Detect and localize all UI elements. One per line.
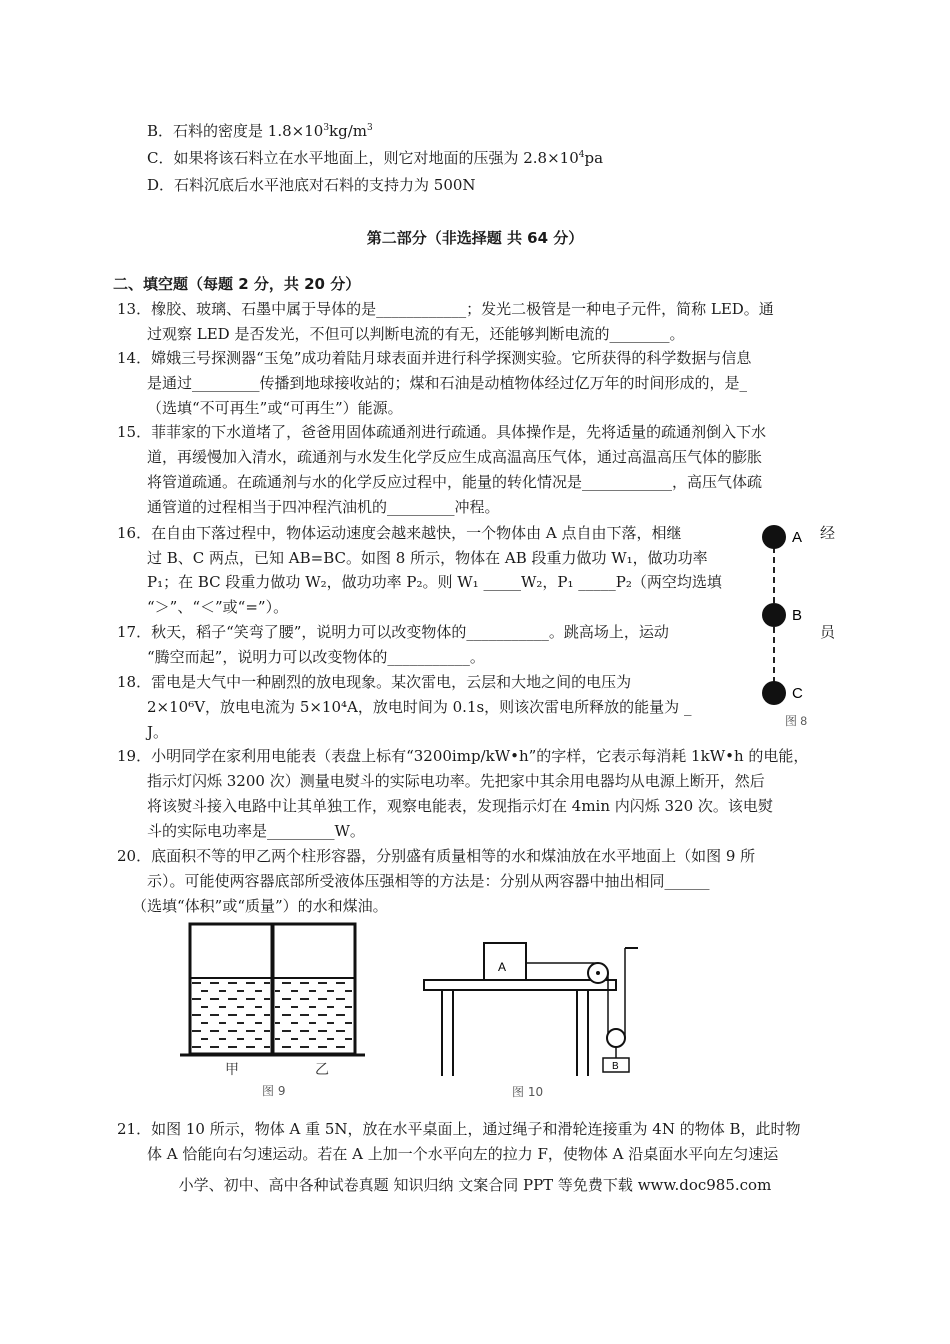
q16-line-2: 过 B、C 两点，已知 AB=BC。如图 8 所示，物体在 AB 段重力做功 W₁，做功功率 <box>147 549 708 567</box>
q15-line-3: 将管道疏通。在疏通剂与水的化学反应过程中，能量的转化情况是____________，高压气体疏 <box>147 473 763 491</box>
page-footer: 小学、初中、高中各种试卷真题 知识归纳 文案合同 PPT 等免费下载 www.doc985.com <box>178 1176 772 1194</box>
option-b: B．石料的密度是 $1.8\times 10^3kg/m^3$ <box>147 122 373 140</box>
q18-line-2: 2×10⁶V，放电电流为 5×10⁴A，放电时间为 0.1s，则该次雷电所释放的能量为 _ <box>147 698 692 716</box>
figure-8 <box>750 515 840 735</box>
q20-line-1: 20．底面积不等的甲乙两个柱形容器，分别盛有质量相等的水和煤油放在水平地面上（如图 9 所 <box>117 847 756 865</box>
q18-line-1: 18．雷电是大气中一种剧烈的放电现象。某次雷电，云层和大地之间的电压为 <box>117 673 632 691</box>
q14-line-2: 是通过_________传播到地球接收站的；煤和石油是动植物体经过亿万年的时间形成的，是_ <box>147 374 748 392</box>
fig9-right-label: 乙 <box>315 1062 329 1078</box>
fig9-caption: 图 9 <box>262 1084 286 1098</box>
point-a-dot <box>762 525 786 549</box>
section2-title: 二、填空题（每题 2 分，共 20 分） <box>113 275 361 293</box>
q15-line-1: 15．菲菲家的下水道堵了，爸爸用固体疏通剂进行疏通。具体操作是，先将适量的疏通剂倒入下水 <box>117 423 767 441</box>
point-b-dot <box>762 603 786 627</box>
q14-line-1: 14．嫦娥三号探测器“玉兔”成功着陆月球表面并进行科学探测实验。它所获得的科学数据与信息 <box>117 349 752 367</box>
fig10-label-b: B <box>612 1061 619 1072</box>
q16-tail: 经 <box>820 524 836 542</box>
q20-line-2: 示）。可能使两容器底部所受液体压强相等的方法是：分别从两容器中抽出相同______ <box>147 872 710 890</box>
fig8-label-b: B <box>792 607 803 624</box>
q16-line-4: “＞”、“＜”或“=”）。 <box>147 598 289 616</box>
q19-line-1: 19．小明同学在家利用电能表（表盘上标有“3200imp/kW•h”的字样，它表示每消耗 1kW•h 的电能， <box>117 747 809 765</box>
option-c: C．如果将该石料立在水平地面上，则它对地面的压强为 $2.8\times 10^4pa$ <box>147 149 604 167</box>
fig8-label-c: C <box>792 685 803 702</box>
q13-line-1: 13．橡胶、玻璃、石墨中属于导体的是____________；发光二极管是一种电子元件，简称 LED。通 <box>117 300 774 318</box>
q16-line-3: P₁；在 BC 段重力做功 W₂，做功功率 P₂。则 W₁ _____W₂，P₁ _____P₂（两空均选填 <box>147 573 722 591</box>
q16-line-1: 16．在自由下落过程中，物体运动速度会越来越快，一个物体由 A 点自由下落，相继 <box>117 524 682 542</box>
q19-line-2: 指示灯闪烁 3200 次）测量电熨斗的实际电功率。先把家中其余用电器均从电源上断开，然后 <box>147 772 765 790</box>
movable-pulley <box>607 1029 625 1047</box>
option-d: D．石料沉底后水平池底对石料的支持力为 500N <box>147 176 476 194</box>
q21-line-1: 21．如图 10 所示，物体 A 重 5N，放在水平桌面上，通过绳子和滑轮连接重为 4N 的物体 B，此时物 <box>117 1120 801 1138</box>
point-c-dot <box>762 681 786 705</box>
fig9-left-label: 甲 <box>225 1062 239 1078</box>
fig10-caption: 图 10 <box>512 1085 544 1099</box>
part2-title: 第二部分（非选择题 共 64 分） <box>366 229 584 247</box>
figure-9 <box>180 922 365 1102</box>
fig10-label-a: A <box>498 960 507 974</box>
q15-line-2: 道，再缓慢加入清水，疏通剂与水发生化学反应生成高温高压气体，通过高温高压气体的膨胀 <box>147 448 763 466</box>
table-top <box>424 980 616 990</box>
q15-line-4: 通管道的过程相当于四冲程汽油机的_________冲程。 <box>147 498 500 516</box>
q19-line-4: 斗的实际电功率是_________W。 <box>147 822 365 840</box>
q20-line-3: （选填“体积”或“质量”）的水和煤油。 <box>132 897 388 915</box>
q14-line-3: （选填“不可再生”或“可再生”）能源。 <box>147 399 403 417</box>
figure-10 <box>420 938 650 1103</box>
q19-line-3: 将该熨斗接入电路中让其单独工作，观察电能表，发现指示灯在 4min 内闪烁 320 次。该电熨 <box>147 797 773 815</box>
fig8-caption: 图 8 <box>785 714 808 728</box>
q13-line-2: 过观察 LED 是否发光，不但可以判断电流的有无，还能够判断电流的________。 <box>147 325 685 343</box>
fig8-label-a: A <box>792 529 803 546</box>
q18-line-3: J。 <box>147 723 169 741</box>
q21-line-2: 体 A 恰能向右匀速运动。若在 A 上加一个水平向左的拉力 F，使物体 A 沿桌面水平向左匀速运 <box>147 1145 779 1163</box>
q17-line-1: 17．秋天，稻子“笑弯了腰”，说明力可以改变物体的___________。跳高场上，运动 <box>117 623 669 641</box>
q17-tail: 员 <box>820 623 836 641</box>
q17-line-2: “腾空而起”，说明力可以改变物体的___________。 <box>147 648 485 666</box>
